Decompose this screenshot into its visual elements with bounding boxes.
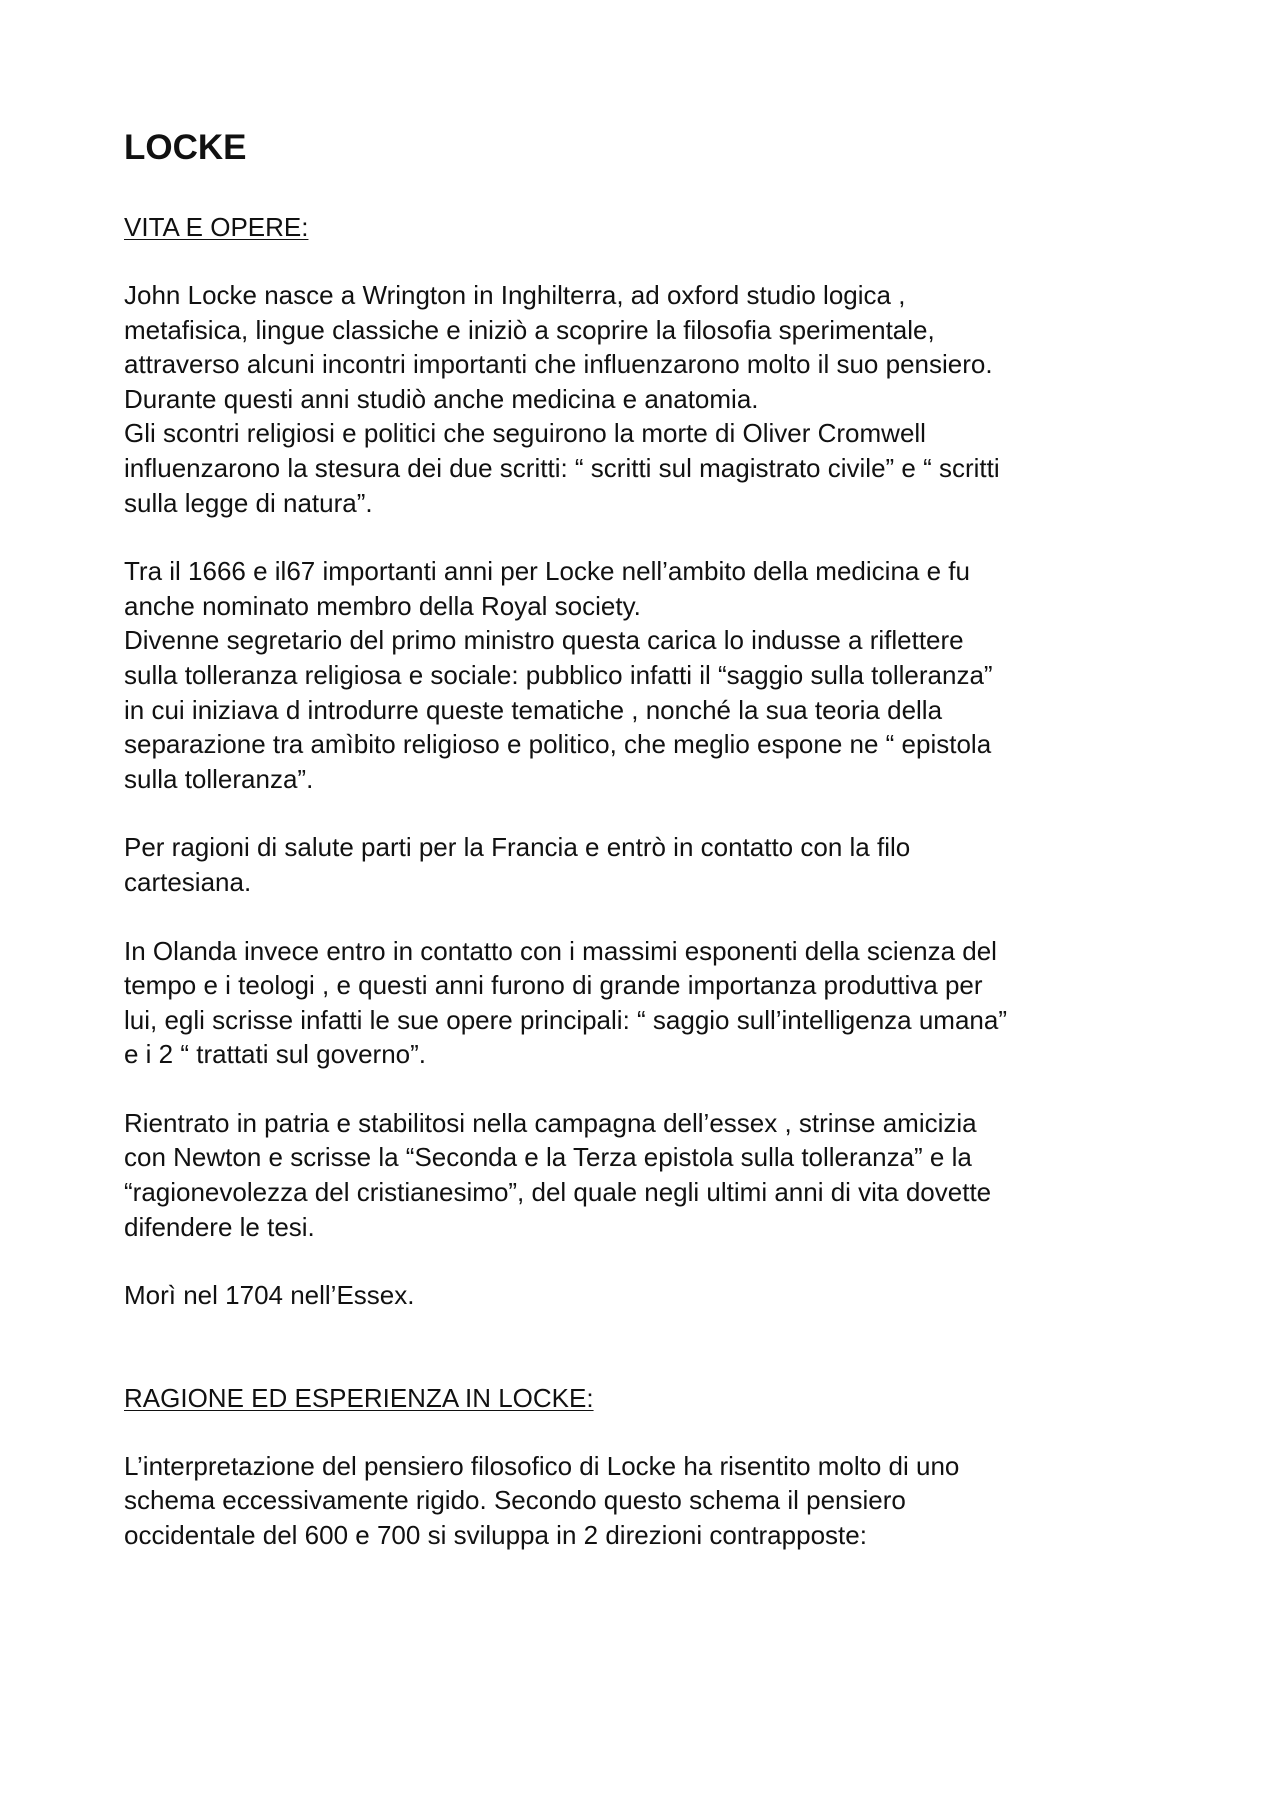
document-page	[124, 128, 1184, 1553]
text-line: sulla tolleranza”.	[124, 763, 314, 794]
text-line: L’interpretazione del pensiero filosofico di Locke ha risentito molto di uno	[124, 1450, 960, 1481]
section-ragione-ed-esperienza	[124, 1381, 1184, 1553]
text-line: tempo e i teologi , e questi anni furono di grande importanza produttiva per	[124, 970, 983, 1001]
text-line: schema eccessivamente rigido. Secondo questo schema il pensiero	[124, 1485, 906, 1516]
text-line: Gli scontri religiosi e politici che seguirono la morte di Oliver Cromwell	[124, 418, 926, 449]
paragraph	[124, 554, 1184, 796]
paragraph	[124, 1278, 1184, 1313]
section-vita-e-opere	[124, 210, 1184, 1313]
paragraph	[124, 278, 1184, 520]
text-line: influenzarono la stesura dei due scritti: “ scritti sul magistrato civile” e “ scritti	[124, 452, 1000, 483]
document-title: LOCKE	[124, 128, 247, 167]
text-line: sulla legge di natura”.	[124, 487, 373, 518]
text-line: Divenne segretario del primo ministro questa carica lo indusse a riflettere	[124, 625, 964, 656]
text-line: occidentale del 600 e 700 si sviluppa in 2 direzioni contrapposte:	[124, 1520, 867, 1551]
text-line: lui, egli scrisse infatti le sue opere principali: “ saggio sull’intelligenza umana”	[124, 1004, 1007, 1035]
text-line: “ragionevolezza del cristianesimo”, del quale negli ultimi anni di vita dovette	[124, 1177, 992, 1208]
text-line: separazione tra amìbito religioso e politico, che meglio espone ne “ epistola	[124, 729, 992, 760]
text-line: attraverso alcuni incontri importanti che influenzarono molto il suo pensiero.	[124, 349, 993, 380]
text-line: Durante questi anni studiò anche medicina e anatomia.	[124, 383, 759, 414]
text-line: in cui iniziava d introdurre queste tematiche , nonché la sua teoria della	[124, 694, 943, 725]
paragraph	[124, 1449, 1184, 1553]
text-line: difendere le tesi.	[124, 1211, 315, 1242]
section-heading: VITA E OPERE:	[124, 212, 309, 242]
text-line: metafisica, lingue classiche e iniziò a scoprire la filosofia sperimentale,	[124, 314, 935, 345]
text-line: In Olanda invece entro in contatto con i massimi esponenti della scienza del	[124, 935, 997, 966]
paragraph	[124, 934, 1184, 1072]
text-line: Per ragioni di salute parti per la Francia e entrò in contatto con la filo	[124, 832, 911, 863]
text-line: Morì nel 1704 nell’Essex.	[124, 1280, 415, 1311]
text-line: cartesiana.	[124, 866, 252, 897]
paragraph	[124, 830, 1184, 899]
text-line: Rientrato in patria e stabilitosi nella campagna dell’essex , strinse amicizia	[124, 1107, 977, 1138]
text-line: anche nominato membro della Royal society.	[124, 590, 641, 621]
section-heading: RAGIONE ED ESPERIENZA IN LOCKE:	[124, 1382, 594, 1413]
text-line: e i 2 “ trattati sul governo”.	[124, 1039, 427, 1070]
text-line: con Newton e scrisse la “Seconda e la Terza epistola sulla tolleranza” e la	[124, 1142, 972, 1173]
text-line: John Locke nasce a Wrington in Inghilterra, ad oxford studio logica ,	[124, 280, 906, 310]
text-line: sulla tolleranza religiosa e sociale: pubblico infatti il “saggio sulla tolleranza”	[124, 659, 993, 690]
paragraph	[124, 1106, 1184, 1244]
text-line: Tra il 1666 e il67 importanti anni per Locke nell’ambito della medicina e fu	[124, 556, 970, 587]
